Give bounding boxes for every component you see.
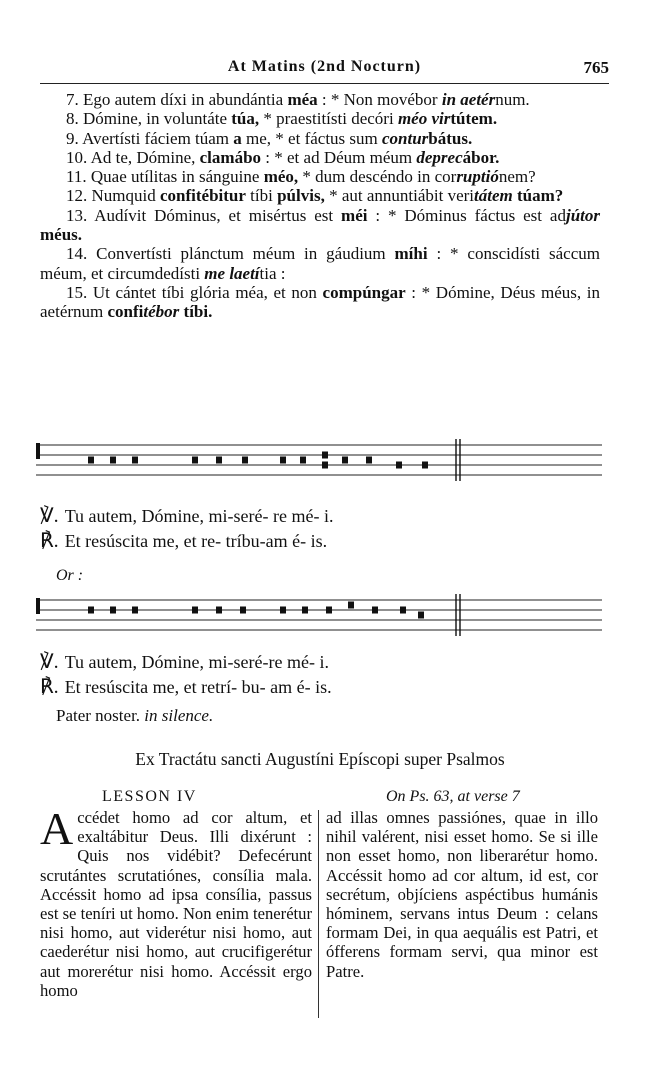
neume xyxy=(242,457,248,464)
chant-staff-1 xyxy=(36,437,602,485)
versicle-text: Tu autem, Dómine, mi-seré- re mé- i. xyxy=(64,506,334,526)
verse-segment: * praestitísti decóri xyxy=(259,109,398,129)
verse-segment: méa xyxy=(287,90,318,109)
psalm-verse xyxy=(40,283,600,322)
neume xyxy=(132,607,138,614)
verse-segment: contur xyxy=(382,128,429,148)
neume xyxy=(400,607,406,614)
response-text: Et resúscita me, et re- tríbu-am é- is. xyxy=(64,531,328,551)
verse-segment: confitébitur xyxy=(159,186,246,206)
neume xyxy=(342,457,348,464)
verse-segment: in aetér xyxy=(441,90,496,109)
neume xyxy=(88,607,94,614)
response-symbol: ℟. xyxy=(40,530,59,552)
neume xyxy=(110,607,116,614)
verse-segment: compúngar xyxy=(322,282,406,302)
verse-number: 9. xyxy=(66,128,83,148)
verse-segment: jútor xyxy=(565,205,600,225)
verse-segment: púlvis, xyxy=(277,186,325,206)
verse-segment: Ut cántet tíbi glória méa, et non xyxy=(92,282,323,302)
verse-segment: Dómine, in voluntáte xyxy=(83,109,232,129)
verse-number: 12. xyxy=(66,186,92,206)
neume xyxy=(366,457,372,464)
lesson-reference: On Ps. 63, at verse 7 xyxy=(386,788,520,805)
verse-segment: : * et ad Déum méum xyxy=(261,147,417,167)
verse-segment: confi xyxy=(107,302,144,322)
verse-segment: túa, xyxy=(231,109,260,129)
header-rule xyxy=(40,83,609,84)
verse-segment: me, * et fáctus sum xyxy=(241,128,382,148)
versicle-symbol: ℣. xyxy=(40,651,59,673)
neume xyxy=(240,607,246,614)
verse-segment: ruptió xyxy=(456,167,499,187)
psalm-verse xyxy=(40,167,600,186)
neume xyxy=(216,607,222,614)
neume xyxy=(192,607,198,614)
verse-segment: : * consci xyxy=(427,244,511,264)
lesson-title: LESSON IV xyxy=(102,788,197,805)
psalm-verse xyxy=(40,148,600,167)
psalm-verses xyxy=(40,90,600,322)
page-number: 765 xyxy=(583,58,609,77)
verse-segment: tia : xyxy=(259,263,286,283)
pater-noster xyxy=(56,706,213,726)
verse-segment: tébor xyxy=(143,302,180,322)
verse-segment: Numquid xyxy=(91,186,160,206)
neume xyxy=(418,612,424,619)
verse-segment: méo vir xyxy=(397,109,451,129)
lesson-column-left xyxy=(40,803,312,1000)
lesson-column-right xyxy=(326,808,598,981)
or-label: Or : xyxy=(56,567,84,584)
verse-segment: me laetí xyxy=(204,263,260,283)
psalm-verse xyxy=(40,244,600,283)
verse-segment: clamábo xyxy=(199,147,262,167)
pater-rubric: in silence. xyxy=(144,706,214,725)
neume xyxy=(88,457,94,464)
verse-number: 13. xyxy=(66,205,95,225)
neume xyxy=(422,462,428,469)
verse-segment: deprec xyxy=(416,147,463,167)
neume xyxy=(280,607,286,614)
verse-segment: bátus. xyxy=(428,128,473,148)
neume xyxy=(192,457,198,464)
neume xyxy=(300,457,306,464)
versicle-2 xyxy=(40,650,600,674)
neume xyxy=(216,457,222,464)
verse-number: 15. xyxy=(66,282,93,302)
psalm-verse xyxy=(40,129,600,148)
verse-segment: Convertísti plánctum méum in gáudium xyxy=(96,244,395,264)
clef-mark xyxy=(36,443,40,459)
header-title: At Matins (2nd Nocturn) xyxy=(227,58,422,75)
neume xyxy=(322,462,328,469)
staff-1-svg xyxy=(36,437,602,485)
lesson-left-text: ccédet homo ad cor altum, et exaltábitur Deus. Illi dixérunt : Quis nos vidébit? Defecérunt scrutántes scrutatiónes, consília mala. Accéssit homo ad ipsa consília, passus est se teníri ut homo. Non enim tenerétur nisi homo, aut viderétur nisi homo, aut caederétur nisi homo, aut crucifigerétur aut morerétur nisi homo. Accéssit ergo homo xyxy=(40,808,312,1000)
verse-segment: méi xyxy=(341,205,368,225)
verse-segment: méus. xyxy=(40,225,83,245)
response-2 xyxy=(40,675,600,699)
neume xyxy=(372,607,378,614)
running-header xyxy=(40,58,609,80)
neume xyxy=(326,607,332,614)
verse-segment: Quae utílitas in sánguine xyxy=(90,167,264,187)
verse-segment: dísti sáccum méum, et circumdedísti xyxy=(40,244,600,283)
verse-number: 11. xyxy=(66,167,91,187)
verse-segment: túam? xyxy=(512,186,564,206)
chant-staff-2 xyxy=(36,592,602,640)
verse-segment: : * Dóminus fáctus est ad xyxy=(367,205,566,225)
verse-segment: tíbi xyxy=(245,186,278,206)
clef-mark xyxy=(36,598,40,614)
verse-segment: méo, xyxy=(263,167,299,187)
verse-segment: tíbi. xyxy=(179,302,213,322)
verse-segment: a xyxy=(233,128,242,148)
versicle-symbol: ℣. xyxy=(40,505,59,527)
psalm-verse xyxy=(40,206,600,245)
verse-segment: tútem. xyxy=(450,109,498,129)
verse-number: 10. xyxy=(66,147,91,167)
column-divider xyxy=(318,810,319,1018)
verse-segment: míhi xyxy=(394,244,428,264)
neume xyxy=(348,602,354,609)
neume xyxy=(110,457,116,464)
verse-segment: ábor. xyxy=(462,147,500,167)
verse-segment: : * Non movébor xyxy=(317,90,442,109)
versicle-text: Tu autem, Dómine, mi-seré-re mé- i. xyxy=(64,652,329,672)
pater-text: Pater noster. xyxy=(56,706,141,725)
response-symbol: ℟. xyxy=(40,676,59,698)
versicle-1 xyxy=(40,504,600,528)
verse-segment: * aut annuntiábit veri xyxy=(324,186,475,206)
psalm-verse xyxy=(40,90,600,109)
verse-number: 8. xyxy=(66,109,83,129)
verse-segment: Ego autem díxi in abundántia xyxy=(83,90,288,109)
verse-number: 14. xyxy=(66,244,97,264)
verse-number: 7. xyxy=(66,90,83,109)
neume xyxy=(396,462,402,469)
verse-segment: tátem xyxy=(474,186,513,206)
verse-segment: Audívit Dóminus, et misértus est xyxy=(94,205,342,225)
verse-segment: * dum descéndo in cor xyxy=(298,167,457,187)
drop-cap: A xyxy=(40,803,74,854)
neume xyxy=(132,457,138,464)
response-1 xyxy=(40,529,600,553)
verse-segment: : * Dómine, Déus méus, in aetérnum xyxy=(40,282,600,322)
psalm-verse xyxy=(40,186,600,205)
verse-segment: nem? xyxy=(498,167,536,187)
tract-title: Ex Tractátu sancti Augustíni Epíscopi super Psalmos xyxy=(135,749,505,769)
neume xyxy=(280,457,286,464)
verse-segment: num. xyxy=(495,90,530,109)
neume xyxy=(302,607,308,614)
lesson-right-text: ad illas omnes passiónes, quae in illo nihil valérent, nisi esset homo. Se si ille non esset homo, non liberarétur homo. Accéssit homo ad cor altum, id est, cor secrétum, objíciens aspéctibus humánis hóminem, servans intus Deum : celans formam Dei, in qua aequális est Patri, et ófferens formam servi, qua minor est Patre. xyxy=(326,808,598,981)
verse-segment: Ad te, Dómine, xyxy=(90,147,200,167)
neume xyxy=(322,452,328,459)
response-text: Et resúscita me, et retrí- bu- am é- is. xyxy=(64,677,332,697)
verse-segment: Avertísti fáciem túam xyxy=(82,128,234,148)
staff-2-svg xyxy=(36,592,602,640)
psalm-verse xyxy=(40,109,600,128)
